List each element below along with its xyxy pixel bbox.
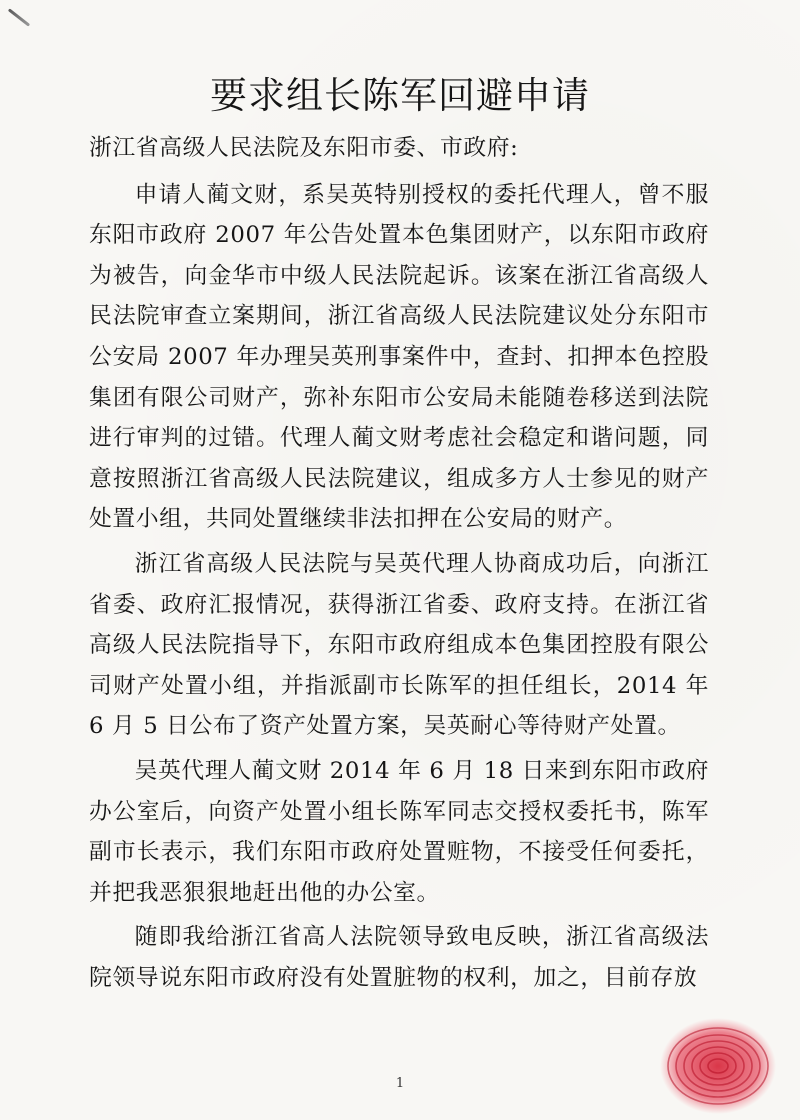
paragraph-2: 浙江省高级人民法院与吴英代理人协商成功后，向浙江省委、政府汇报情况，获得浙江省委、政府支持。在浙江省高级人民法院指导下，东阳市政府组成本色集团控股有限公司财产处置小组，并指派副市长陈军的担任组长，2014 年 6 月 5 日公布了资产处置方案，吴英耐心等待财产处置。 [89,550,709,740]
page-number: 1 [395,1076,405,1091]
salutation: 浙江省高级人民法院及东阳市委、市政府: [89,135,519,161]
red-fingerprint-stamp [646,1000,786,1120]
staple-mark [8,8,30,26]
document-body [89,128,709,998]
paragraph-1: 申请人蔺文财，系吴英特别授权的委托代理人，曾不服东阳市政府 2007 年公告处置本色集团财产，以东阳市政府为被告，向金华市中级人民法院起诉。该案在浙江省高级人民法院审查立案期间，浙江省高级人民法院建议处分东阳市公安局 2007 年办理吴英刑事案件中，查封、扣押本色控股集团有限公司财产，弥补东阳市公安局未能随卷移送到法院进行审判的过错。代理人蔺文财考虑社会稳定和谐问题，同意按照浙江省高级人民法院建议，组成多方人士参见的财产处置小组，共同处置继续非法扣押在公安局的财产。 [89,181,709,533]
paragraph-4: 随即我给浙江省高人法院领导致电反映，浙江省高级法院领导说东阳市政府没有处置脏物的权利，加之，目前存放 [89,924,709,991]
paragraph-3: 吴英代理人蔺文财 2014 年 6 月 18 日来到东阳市政府办公室后，向资产处置小组长陈军同志交授权委托书，陈军副市长表示，我们东阳市政府处置赃物，不接受任何委托，并把我恶狠狠地赶出他的办公室。 [89,757,709,906]
document-title: 要求组长陈军回避申请 [210,74,590,117]
